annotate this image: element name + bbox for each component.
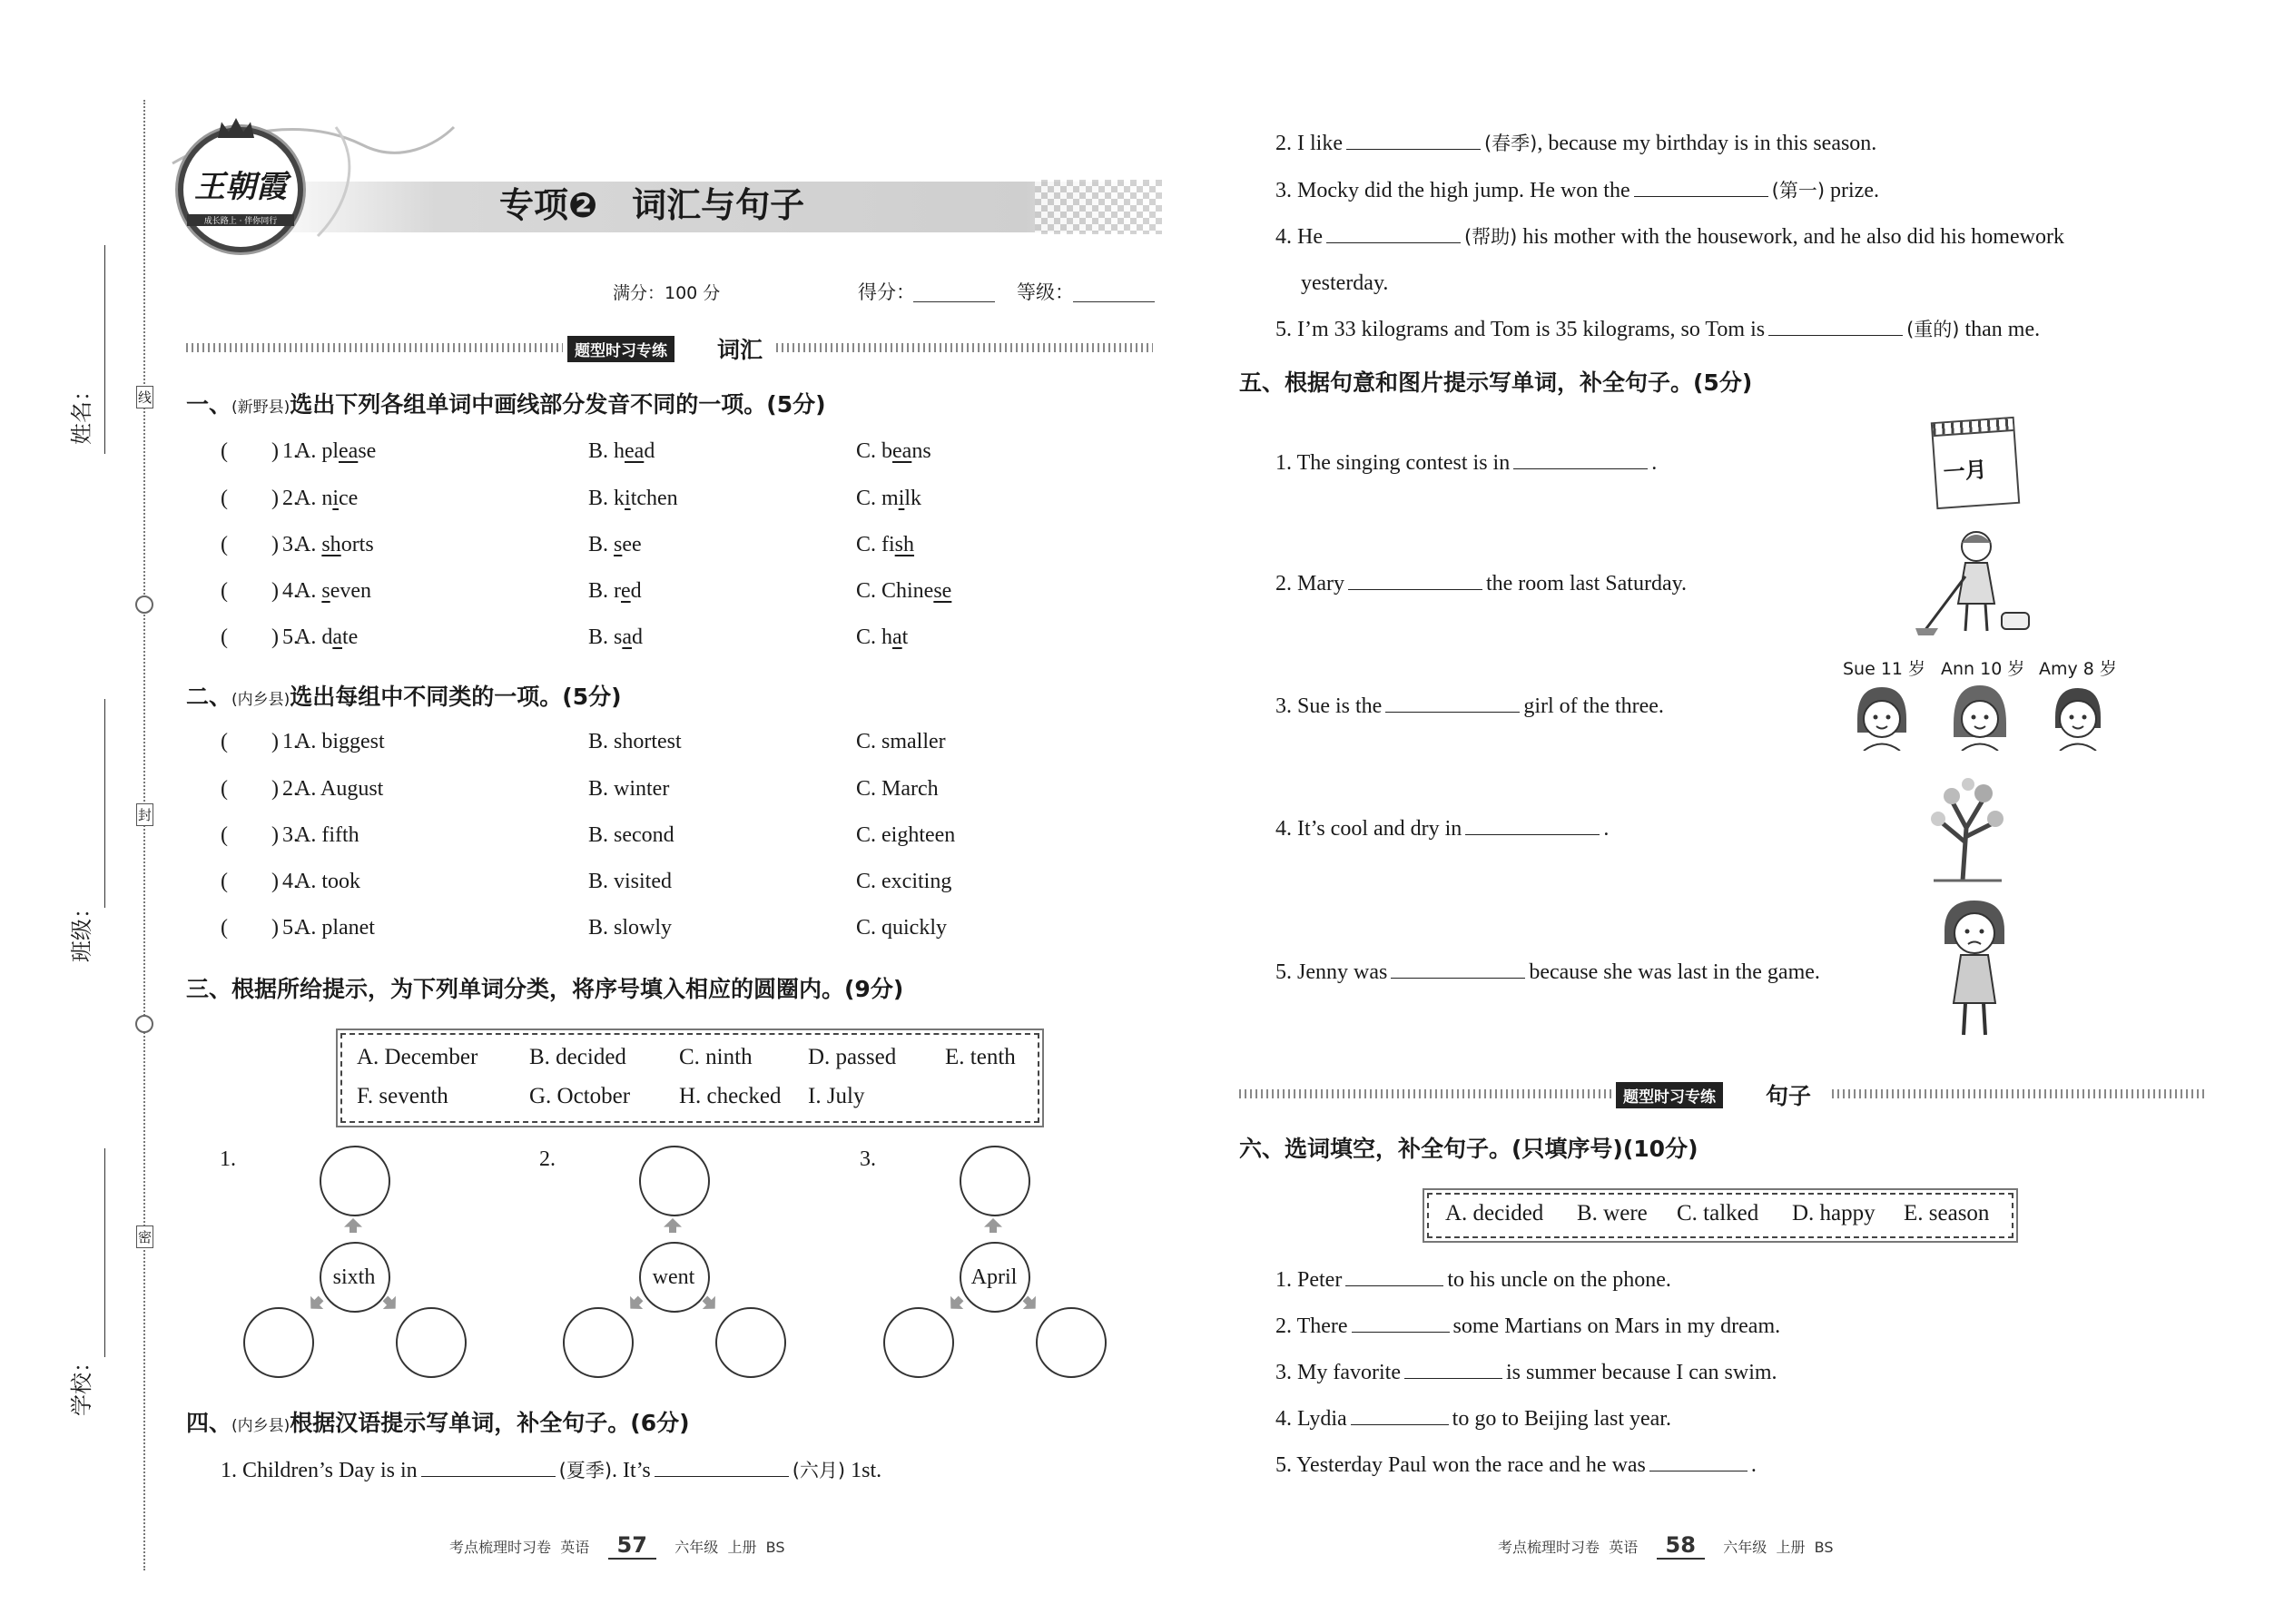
page-number: 58 bbox=[1657, 1532, 1705, 1560]
option-c: C. March bbox=[856, 777, 939, 801]
answer-paren[interactable]: ( ) bbox=[221, 823, 279, 847]
footer-right: 考点梳理时习卷 英语 58 六年级 上册 BS bbox=[1498, 1532, 1834, 1558]
answer-blank[interactable] bbox=[1634, 178, 1768, 197]
answer-circle[interactable] bbox=[320, 1146, 390, 1216]
q5-item-3: 3. Sue is the girl of the three. bbox=[1275, 694, 1664, 718]
option-c: C. quickly bbox=[856, 916, 947, 940]
section-title: 句子 bbox=[1766, 1083, 1812, 1109]
q4-item-5: 5. I’m 33 kilograms and Tom is 35 kilograms, so Tom is (重的) than me. bbox=[1275, 318, 2041, 341]
mark-xian: 线 bbox=[136, 386, 153, 408]
girl-face-icon bbox=[1850, 683, 1914, 751]
answer-blank[interactable] bbox=[1649, 1452, 1748, 1471]
option-a: A. date bbox=[295, 625, 359, 649]
word-option: A. decided bbox=[1445, 1201, 1544, 1225]
logo-text: 王朝霞 bbox=[194, 169, 287, 205]
q4-item-4-cont: yesterday. bbox=[1301, 271, 1389, 295]
section-divider bbox=[1832, 1089, 2204, 1098]
answer-paren[interactable]: ( ) bbox=[221, 730, 279, 753]
q5-item-5: 5. Jenny was because she was last in the game. bbox=[1275, 960, 1820, 984]
name-line[interactable] bbox=[104, 245, 105, 454]
answer-paren[interactable]: ( ) bbox=[221, 487, 279, 510]
calendar-text: 一月 bbox=[1942, 457, 1988, 486]
option-a: A. shorts bbox=[295, 533, 374, 556]
q4-title: 四、(内乡县)根据汉语提示写单词，补全句子。(6分) bbox=[186, 1410, 690, 1436]
word-option: B. decided bbox=[529, 1045, 626, 1069]
question-number: 2. bbox=[282, 777, 299, 801]
question-number: 3. bbox=[282, 533, 299, 556]
option-b: B. kitchen bbox=[588, 487, 678, 510]
word-option: G. October bbox=[529, 1084, 631, 1108]
word-option: D. happy bbox=[1792, 1201, 1876, 1225]
q6-item-2: 2. There some Martians on Mars in my dream. bbox=[1275, 1314, 1781, 1338]
q5-item-4: 4. It’s cool and dry in . bbox=[1275, 817, 1610, 841]
girl-sweeping-icon bbox=[1911, 527, 2038, 640]
q6-item-1: 1. Peter to his uncle on the phone. bbox=[1275, 1268, 1671, 1292]
option-c: C. Chinese bbox=[856, 579, 952, 603]
option-a: A. fifth bbox=[295, 823, 359, 847]
option-c: C. fish bbox=[856, 533, 915, 556]
answer-circle[interactable] bbox=[639, 1146, 710, 1216]
question-number: 1. bbox=[282, 439, 299, 463]
answer-blank[interactable] bbox=[1404, 1360, 1502, 1379]
word-option: H. checked bbox=[679, 1084, 782, 1108]
option-a: A. seven bbox=[295, 579, 371, 603]
word-option: E. tenth bbox=[945, 1045, 1016, 1069]
binding-margin bbox=[0, 0, 154, 1624]
option-a: A. planet bbox=[295, 916, 375, 940]
answer-blank[interactable] bbox=[421, 1458, 556, 1477]
option-c: C. milk bbox=[856, 487, 922, 510]
answer-blank[interactable] bbox=[1348, 571, 1482, 590]
question-number: 4. bbox=[282, 870, 299, 893]
q5-item-1: 1. The singing contest is in . bbox=[1275, 451, 1658, 475]
girl-face-icon bbox=[2046, 683, 2110, 751]
option-b: B. head bbox=[588, 439, 655, 463]
calendar-icon bbox=[1931, 417, 2020, 509]
question-number: 2. bbox=[282, 487, 299, 510]
answer-blank[interactable] bbox=[1513, 450, 1648, 469]
q4-item-3: 3. Mocky did the high jump. He won the (第一) prize. bbox=[1275, 179, 1879, 202]
center-word: April bbox=[970, 1265, 1018, 1289]
option-a: A. took bbox=[295, 870, 360, 893]
girl-label-sue: Sue 11 岁 bbox=[1843, 659, 1926, 679]
answer-circle[interactable] bbox=[243, 1307, 314, 1378]
group-number: 2. bbox=[539, 1147, 556, 1171]
school-line[interactable] bbox=[104, 1148, 105, 1357]
score-label: 得分： bbox=[858, 281, 915, 303]
binding-hole-icon bbox=[135, 1015, 153, 1033]
group-number: 3. bbox=[860, 1147, 876, 1171]
answer-paren[interactable]: ( ) bbox=[221, 870, 279, 893]
option-b: B. slowly bbox=[588, 916, 673, 940]
section-divider bbox=[776, 343, 1153, 352]
answer-circle[interactable] bbox=[563, 1307, 634, 1378]
section-divider bbox=[1239, 1089, 1611, 1098]
brand-logo bbox=[178, 127, 303, 252]
question-number: 1. bbox=[282, 730, 299, 753]
option-b: B. shortest bbox=[588, 730, 682, 753]
full-score: 满分：100 分 bbox=[613, 283, 721, 303]
answer-blank[interactable] bbox=[1351, 1406, 1449, 1425]
binding-dotted-line bbox=[143, 100, 145, 1570]
binding-hole-icon bbox=[135, 595, 153, 614]
word-option: A. December bbox=[357, 1045, 478, 1069]
q4-item-2: 2. I like (春季), because my birthday is in this season. bbox=[1275, 132, 1877, 155]
logo-subtext: 成长路上 · 伴你同行 bbox=[187, 214, 294, 226]
answer-circle[interactable] bbox=[396, 1307, 467, 1378]
q5-item-2: 2. Mary the room last Saturday. bbox=[1275, 572, 1688, 595]
answer-blank[interactable] bbox=[1391, 960, 1525, 979]
word-option: D. passed bbox=[808, 1045, 897, 1069]
arrow-up-icon bbox=[664, 1218, 682, 1233]
school-label: 学校： bbox=[69, 1351, 94, 1416]
option-b: B. see bbox=[588, 533, 642, 556]
girl-label-amy: Amy 8 岁 bbox=[2039, 659, 2117, 679]
q6-title: 六、选词填空，补全句子。(只填序号)(10分) bbox=[1239, 1136, 1698, 1162]
word-option: F. seventh bbox=[357, 1084, 448, 1108]
class-line[interactable] bbox=[104, 699, 105, 908]
q4-item-1: 1. Children’s Day is in (夏季). It’s (六月) 1st. bbox=[221, 1459, 882, 1482]
option-a: A. please bbox=[295, 439, 377, 463]
answer-blank[interactable] bbox=[1345, 1267, 1443, 1286]
q2-title: 二、(内乡县)选出每组中不同类的一项。(5分) bbox=[186, 684, 622, 710]
question-number: 5. bbox=[282, 916, 299, 940]
answer-circle[interactable] bbox=[1036, 1307, 1107, 1378]
answer-circle[interactable] bbox=[883, 1307, 954, 1378]
arrow-up-icon bbox=[344, 1218, 362, 1233]
q1-title: 一、(新野县)选出下列各组单词中画线部分发音不同的一项。(5分) bbox=[186, 391, 826, 418]
section-title: 词汇 bbox=[717, 337, 763, 363]
grade-field[interactable] bbox=[1073, 301, 1155, 302]
center-word: went bbox=[652, 1265, 695, 1289]
autumn-tree-icon bbox=[1915, 773, 2015, 882]
q6-item-3: 3. My favorite is summer because I can swim. bbox=[1275, 1361, 1777, 1384]
answer-circle[interactable] bbox=[960, 1146, 1030, 1216]
answer-paren[interactable]: ( ) bbox=[221, 533, 279, 556]
q5-title: 五、根据句意和图片提示写单词，补全句子。(5分) bbox=[1239, 369, 1753, 396]
name-label: 姓名： bbox=[69, 379, 94, 445]
option-c: C. beans bbox=[856, 439, 931, 463]
score-field[interactable] bbox=[913, 301, 995, 302]
word-option: C. ninth bbox=[679, 1045, 753, 1069]
page-title: 专项❷ 词汇与句子 bbox=[499, 185, 805, 225]
option-c: C. smaller bbox=[856, 730, 946, 753]
q6-item-5: 5. Yesterday Paul won the race and he was . bbox=[1275, 1453, 1757, 1477]
section-badge: 题型时习专练 bbox=[1616, 1082, 1723, 1108]
q3-title: 三、根据所给提示，为下列单词分类，将序号填入相应的圆圈内。(9分) bbox=[186, 976, 904, 1002]
question-number: 4. bbox=[282, 579, 299, 603]
answer-paren[interactable]: ( ) bbox=[221, 916, 279, 940]
group-number: 1. bbox=[220, 1147, 236, 1171]
q6-item-4: 4. Lydia to go to Beijing last year. bbox=[1275, 1407, 1671, 1431]
option-a: A. August bbox=[295, 777, 384, 801]
answer-blank[interactable] bbox=[1352, 1314, 1450, 1333]
header-checker bbox=[1035, 180, 1162, 234]
option-b: B. second bbox=[588, 823, 674, 847]
answer-blank[interactable] bbox=[1385, 694, 1520, 713]
mark-mi: 密 bbox=[136, 1225, 153, 1248]
question-number: 3. bbox=[282, 823, 299, 847]
section-divider bbox=[186, 343, 563, 352]
answer-blank[interactable] bbox=[655, 1458, 789, 1477]
answer-paren[interactable]: ( ) bbox=[221, 777, 279, 801]
footer-left: 考点梳理时习卷 英语 57 六年级 上册 BS bbox=[449, 1532, 785, 1558]
word-option: C. talked bbox=[1677, 1201, 1759, 1225]
word-option: B. were bbox=[1577, 1201, 1648, 1225]
girl-face-icon bbox=[1948, 683, 2012, 751]
word-option: E. season bbox=[1904, 1201, 1990, 1225]
answer-paren[interactable]: ( ) bbox=[221, 439, 279, 463]
option-b: B. sad bbox=[588, 625, 644, 649]
option-b: B. red bbox=[588, 579, 642, 603]
option-c: C. hat bbox=[856, 625, 909, 649]
option-c: C. exciting bbox=[856, 870, 952, 893]
arrow-up-icon bbox=[984, 1218, 1002, 1233]
option-b: B. winter bbox=[588, 777, 670, 801]
center-word: sixth bbox=[332, 1265, 376, 1289]
sad-girl-icon bbox=[1925, 899, 2024, 1044]
grade-label: 等级： bbox=[1017, 281, 1074, 303]
question-number: 5. bbox=[282, 625, 299, 649]
q4-item-4: 4. He (帮助) his mother with the housework, and he also did his homework bbox=[1275, 225, 2064, 249]
answer-blank[interactable] bbox=[1326, 224, 1461, 243]
class-label: 班级： bbox=[69, 897, 94, 962]
word-option: I. July bbox=[808, 1084, 865, 1108]
answer-blank[interactable] bbox=[1465, 816, 1600, 835]
section-badge: 题型时习专练 bbox=[567, 336, 674, 362]
answer-blank[interactable] bbox=[1346, 131, 1481, 150]
option-c: C. eighteen bbox=[856, 823, 956, 847]
option-a: A. nice bbox=[295, 487, 359, 510]
answer-blank[interactable] bbox=[1768, 317, 1903, 336]
option-b: B. visited bbox=[588, 870, 673, 893]
mark-feng: 封 bbox=[136, 803, 153, 826]
option-a: A. biggest bbox=[295, 730, 385, 753]
girl-label-ann: Ann 10 岁 bbox=[1941, 659, 2025, 679]
answer-circle[interactable] bbox=[715, 1307, 786, 1378]
answer-paren[interactable]: ( ) bbox=[221, 625, 279, 649]
page-number: 57 bbox=[608, 1532, 656, 1560]
answer-paren[interactable]: ( ) bbox=[221, 579, 279, 603]
